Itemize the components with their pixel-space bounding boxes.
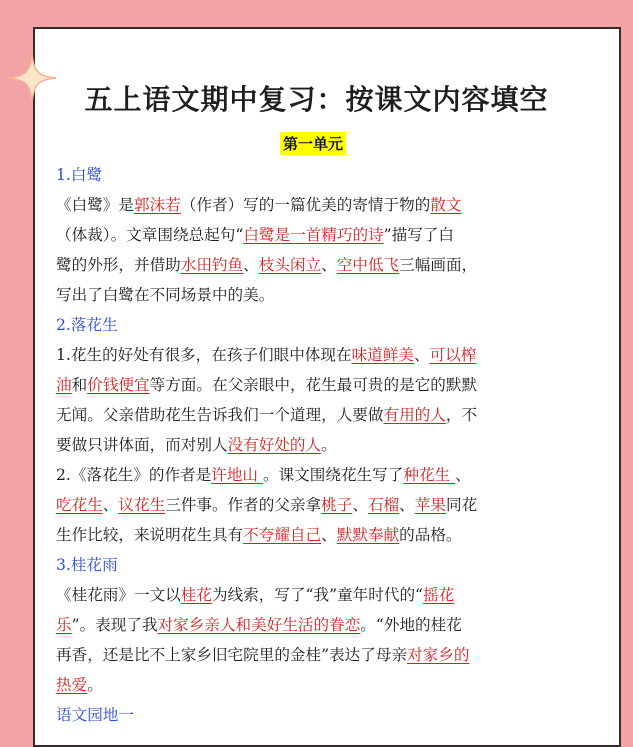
- answer-text: 默默奉献: [336, 526, 400, 544]
- text-line: [56, 580, 588, 610]
- line-text: 、: [321, 526, 337, 544]
- answer-text: 议花生: [118, 496, 166, 514]
- line-text: 。“外地的桂花: [360, 616, 462, 634]
- line-text: 、: [352, 496, 368, 514]
- answer-text: 对家乡亲人和美好生活的眷恋: [157, 616, 361, 634]
- text-line: [56, 430, 588, 460]
- line-text: 、: [321, 256, 337, 274]
- line-text: ，不: [445, 406, 478, 424]
- answer-text: 白鹭是一首精巧的诗: [243, 226, 384, 244]
- answer-text: 乐: [56, 616, 72, 634]
- answer-text: 空中低飞: [336, 256, 400, 274]
- answer-text: 对家乡的: [407, 646, 470, 664]
- line-text: 生作比较，来说明花生具有: [56, 526, 244, 544]
- answer-text: 石榴: [367, 496, 400, 514]
- line-text: 3.桂花雨: [56, 556, 118, 574]
- line-text: 写出了白鹭在不同场景中的美。: [56, 286, 275, 304]
- answer-text: 价钱便宜: [87, 376, 150, 394]
- answer-text: 枝头闲立: [258, 256, 322, 274]
- line-text: 同花: [445, 496, 478, 514]
- line-text: 语文园地一: [56, 706, 134, 724]
- text-line: [56, 250, 588, 280]
- line-text: （作者）写的一篇优美的寄情于物的: [180, 196, 431, 214]
- page-title: 五上语文期中复习：按课文内容填空: [84, 83, 549, 116]
- text-line: [56, 280, 588, 310]
- section-heading: [56, 550, 588, 580]
- line-text: 鹭的外形，并借助: [56, 256, 181, 274]
- text-line: [56, 490, 588, 520]
- line-text: 1.花生的好处有很多，在孩子们眼中体现在: [56, 346, 352, 364]
- line-text: 、: [455, 466, 471, 484]
- line-text: 要做只讲体面，而对别人: [56, 436, 228, 454]
- line-text: 的品格。: [399, 526, 462, 544]
- line-text: 、: [399, 496, 415, 514]
- answer-text: 不夸耀自己: [243, 526, 322, 544]
- answer-text: 摇花: [423, 586, 455, 604]
- line-text: 三件事。作者的父亲拿: [165, 496, 322, 514]
- text-line: [56, 190, 588, 220]
- answer-text: 热爱: [56, 676, 88, 694]
- answer-text: 郭沫若: [133, 196, 181, 214]
- line-text: 2.落花生: [56, 316, 118, 334]
- line-text: 三幅画面，: [399, 256, 478, 274]
- line-text: 。: [87, 676, 103, 694]
- line-text: 和: [71, 376, 88, 394]
- answer-text: 油: [56, 376, 72, 394]
- answer-text: 种花生: [403, 466, 456, 484]
- line-text: 1.白鹭: [56, 166, 103, 184]
- text-line: [56, 340, 588, 370]
- text-line: [56, 400, 588, 430]
- line-text: 、: [102, 496, 119, 514]
- unit-label: 第一单元: [280, 132, 346, 155]
- text-line: [56, 220, 588, 250]
- text-line: [56, 670, 588, 700]
- line-text: 无闻。父亲借助花生告诉我们一个道理，人要做: [56, 406, 384, 424]
- answer-text: 水田钓鱼: [180, 256, 244, 274]
- line-text: 、: [413, 346, 430, 364]
- answer-text: 没有好处的人: [227, 436, 322, 454]
- section-heading: [56, 310, 588, 340]
- text-line: [56, 460, 588, 490]
- text-line: [56, 520, 588, 550]
- answer-text: 吃花生: [56, 496, 103, 514]
- text-line: [56, 370, 588, 400]
- line-text: ”描写了白: [383, 226, 455, 244]
- line-text: 。: [321, 436, 337, 454]
- line-text: 《桂花雨》一文以: [56, 586, 181, 604]
- line-text: 。课文围绕花生写了: [262, 466, 404, 484]
- section-heading: [56, 700, 588, 730]
- line-text: 等方面。在父亲眼中，花生最可贵的是它的默默: [149, 376, 478, 394]
- section-heading: [56, 160, 588, 190]
- worksheet-content: [56, 160, 588, 730]
- line-text: 2.《落花生》的作者是: [56, 466, 212, 484]
- line-text: （体裁）。文章围绕总起句“: [56, 226, 244, 244]
- answer-text: 桃子: [321, 496, 353, 514]
- line-text: 《白鹭》是: [56, 196, 134, 214]
- answer-text: 许地山: [211, 466, 263, 484]
- line-text: 再香，还是比不上家乡旧宅院里的金桂”表达了母亲: [56, 646, 408, 664]
- answer-text: 可以榨: [429, 346, 477, 364]
- line-text: ”。表现了我: [71, 616, 158, 634]
- text-line: [56, 640, 588, 670]
- text-line: [56, 610, 588, 640]
- line-text: 为线索，写了“我”童年时代的“: [211, 586, 424, 604]
- answer-text: 桂花: [180, 586, 212, 604]
- answer-text: 苹果: [414, 496, 446, 514]
- line-text: 、: [243, 256, 259, 274]
- answer-text: 散文: [430, 196, 462, 214]
- answer-text: 味道鲜美: [351, 346, 414, 364]
- answer-text: 有用的人: [383, 406, 446, 424]
